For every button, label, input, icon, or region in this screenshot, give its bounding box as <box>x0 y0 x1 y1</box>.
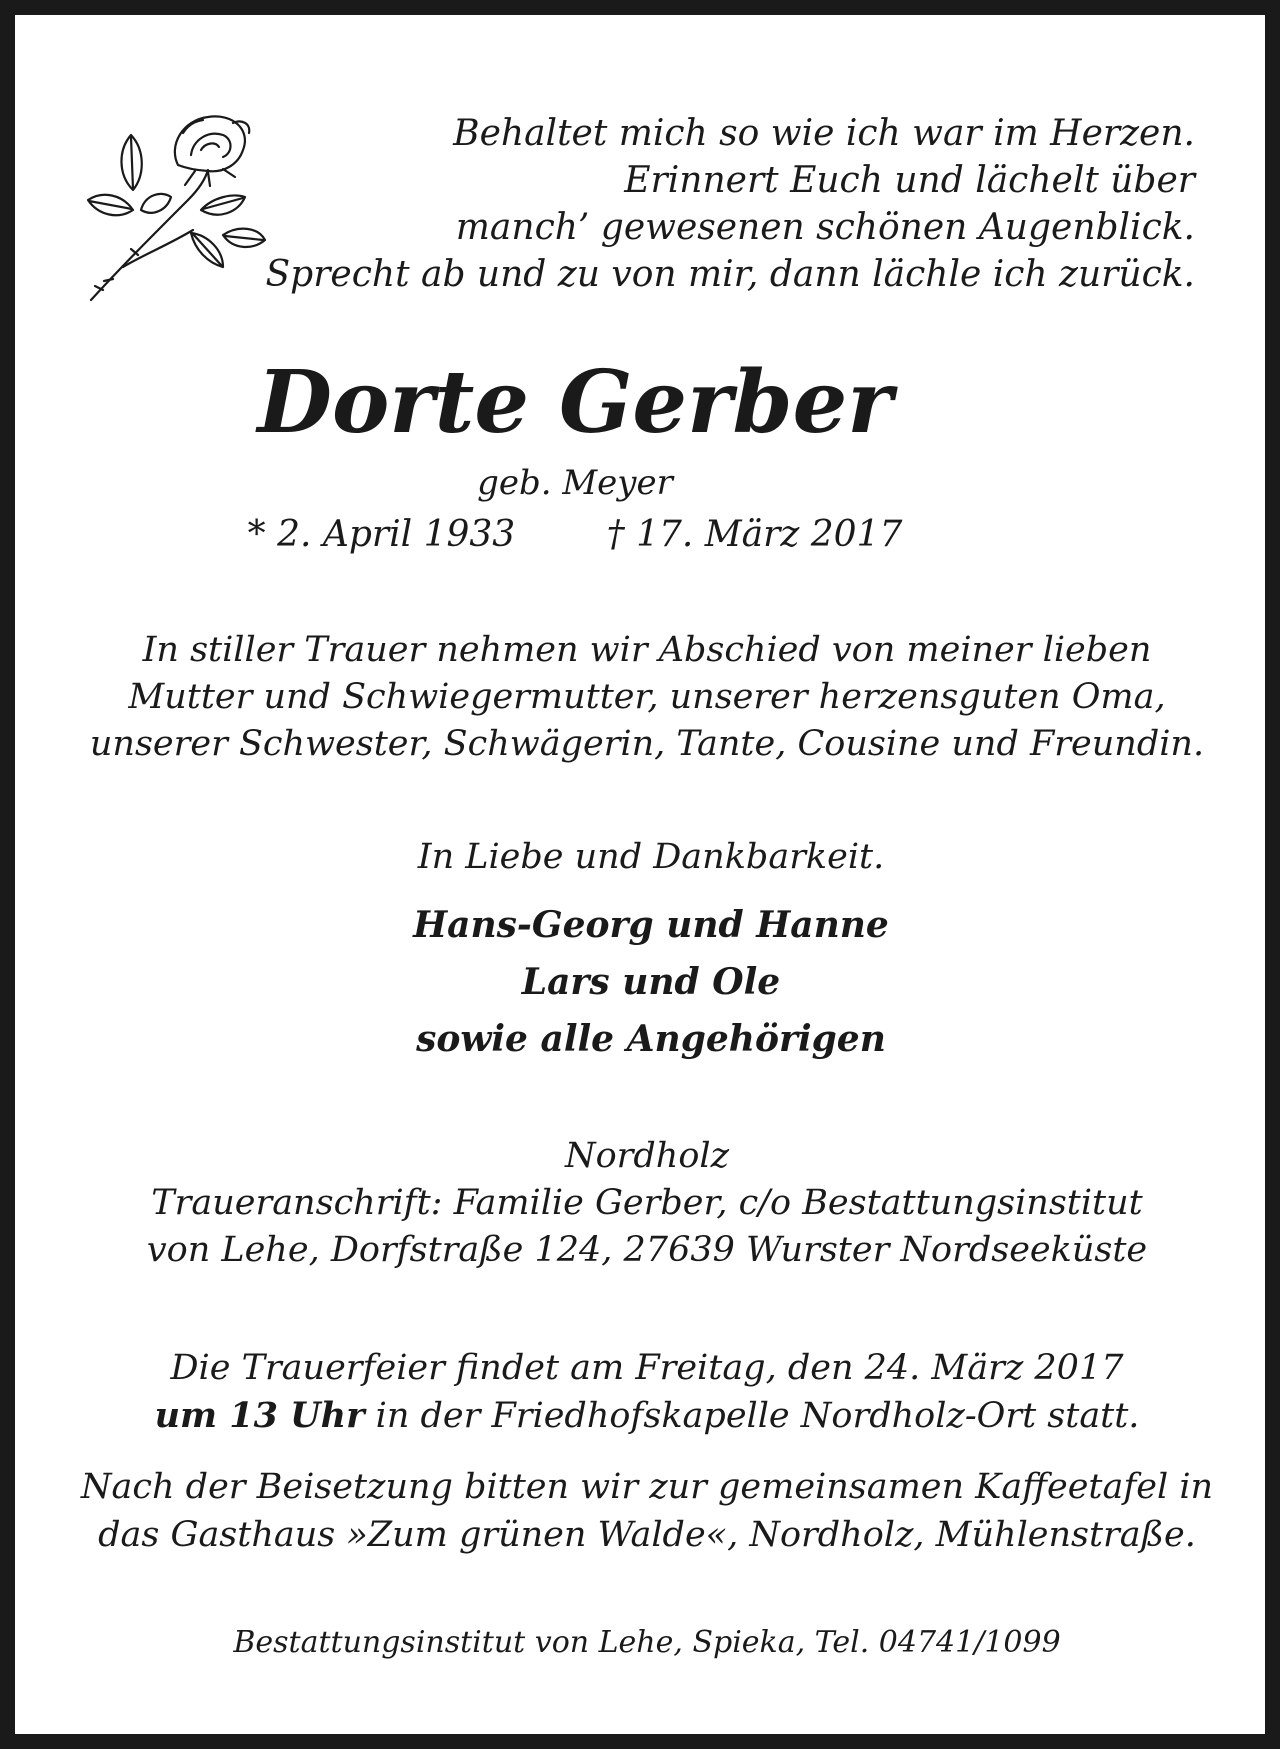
address-line: Nordholz <box>564 1136 730 1176</box>
mourning-line: Mutter und Schwiegermutter, unserer herzensguten Oma, <box>128 677 1166 717</box>
mourner-name: Lars und Ole <box>521 961 781 1003</box>
mourner-name: Hans-Georg und Hanne <box>413 904 889 946</box>
coffee-line: das Gasthaus »Zum grünen Walde«, Nordholz, Mühlenstraße. <box>98 1515 1196 1555</box>
service-time: um 13 Uhr <box>154 1395 365 1436</box>
life-dates <box>0 513 1215 557</box>
maiden-name: geb. Meyer <box>477 463 673 503</box>
poem <box>195 110 1195 298</box>
poem-line: Behaltet mich so wie ich war im Herzen. <box>453 113 1195 154</box>
poem-line: Erinnert Euch und lächelt über <box>624 160 1195 201</box>
mourning-address <box>7 1133 1280 1274</box>
address-line: von Lehe, Dorfstraße 124, 27639 Wurster Nordseeküste <box>146 1230 1148 1270</box>
poem-line: manch’ gewesenen schönen Augenblick. <box>455 207 1195 248</box>
deceased-name: Dorte Gerber <box>257 352 893 453</box>
coffee-invitation <box>7 1463 1280 1559</box>
service-line <box>7 1392 1280 1440</box>
undertaker-info: Bestattungsinstitut von Lehe, Spieka, Tel. 04741/1099 <box>233 1625 1061 1660</box>
thanks-line: In Liebe und Dankbarkeit. <box>417 837 885 877</box>
address-line: Traueranschrift: Familie Gerber, c/o Bestattungsinstitut <box>151 1183 1143 1223</box>
mourning-line: In stiller Trauer nehmen wir Abschied von meiner lieben <box>142 630 1152 670</box>
mourner-name: sowie alle Angehörigen <box>416 1018 886 1060</box>
mourners-list <box>11 897 1280 1068</box>
funeral-service-info <box>7 1345 1280 1440</box>
birth-date: * 2. April 1933 <box>247 514 516 555</box>
mourning-line: unserer Schwester, Schwägerin, Tante, Cousine und Freundin. <box>89 724 1205 764</box>
poem-line: Sprecht ab und zu von mir, dann lächle ich zurück. <box>265 254 1195 295</box>
mourning-text <box>7 627 1280 768</box>
service-location: in der Friedhofskapelle Nordholz-Ort statt. <box>364 1396 1140 1436</box>
coffee-line: Nach der Beisetzung bitten wir zur gemeinsamen Kaffeetafel in <box>80 1467 1214 1507</box>
death-date: † 17. März 2017 <box>606 514 903 555</box>
service-line: Die Trauerfeier findet am Freitag, den 24. März 2017 <box>170 1348 1124 1388</box>
